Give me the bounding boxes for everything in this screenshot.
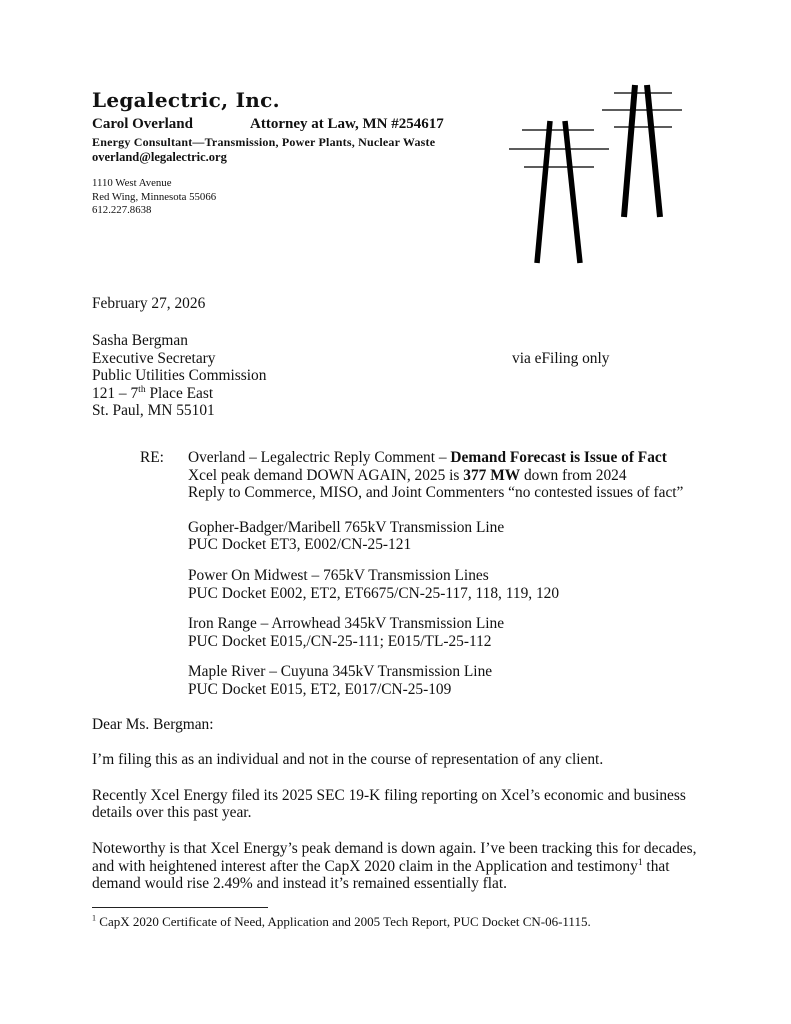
docket-number: PUC Docket E015,/CN-25-111; E015/TL-25-112 [188, 632, 492, 650]
docket-number: PUC Docket ET3, E002/CN-25-121 [188, 536, 412, 554]
attorney-title: Attorney at Law, MN #254617 [250, 116, 444, 132]
recipient-street [92, 385, 712, 403]
re-subject-2-pre: Xcel peak demand DOWN AGAIN, 2025 is [188, 466, 464, 484]
re-subject-2-bold: 377 MW [463, 466, 521, 484]
docket-project: Gopher-Badger/Maribell 765kV Transmission Line [188, 518, 505, 536]
docket-project: Iron Range – Arrowhead 345kV Transmission Line [188, 615, 505, 633]
docket-number: PUC Docket E015, ET2, E017/CN-25-109 [188, 681, 452, 698]
footnote-reference: 1 [637, 856, 643, 868]
address-city: Red Wing, Minnesota 55066 [92, 190, 217, 203]
re-content [188, 449, 712, 699]
docket-item [188, 519, 712, 554]
recipient-city: St. Paul, MN 55101 [92, 402, 215, 420]
efiling-note: via eFiling only [512, 349, 610, 367]
docket-item [188, 567, 712, 602]
docket-item [188, 615, 712, 650]
docket-list [188, 519, 712, 699]
re-subject-2-post: down from 2024 [520, 466, 627, 484]
ordinal-suffix: th [138, 383, 146, 395]
re-subject-1-normal: Overland – Legalectric Reply Comment – [188, 449, 451, 467]
footnote-separator [92, 907, 268, 908]
letterhead-email: overland@legalectric.org [92, 150, 227, 164]
footnote-number: 1 [92, 913, 97, 923]
company-name: Legalectric, Inc. [92, 88, 280, 112]
docket-number: PUC Docket E002, ET2, ET6675/CN-25-117, 118, 119, 120 [188, 584, 560, 602]
re-block [92, 449, 712, 699]
address-street: 1110 West Avenue [92, 177, 172, 189]
re-subject-line-1 [188, 449, 712, 467]
letter-date: February 27, 2026 [92, 294, 206, 312]
transmission-towers-icon [492, 72, 692, 268]
salutation: Dear Ms. Bergman: [92, 715, 214, 733]
recipient-name: Sasha Bergman [92, 332, 188, 350]
re-subject-line-2 [188, 467, 712, 485]
recipient-org: Public Utilities Commission [92, 367, 267, 385]
re-label: RE: [140, 449, 164, 467]
docket-project: Maple River – Cuyuna 345kV Transmission Line [188, 663, 493, 681]
re-subject-1-bold: Demand Forecast is Issue of Fact [450, 449, 667, 467]
paragraph-3-text-cont: that demand would rise 2.49% and instead it’s remained essentially flat. [92, 857, 670, 893]
re-subject-line-3: Reply to Commerce, MISO, and Joint Commenters “no contested issues of fact” [188, 484, 684, 502]
recipient-street-number: 121 – 7 [92, 384, 139, 402]
recipient-block [92, 332, 712, 420]
phone-number: 612.227.8638 [92, 204, 152, 216]
docket-item [188, 663, 712, 698]
recipient-street-name: Place East [145, 384, 214, 402]
recipient-title: Executive Secretary [92, 349, 216, 367]
docket-project: Power On Midwest – 765kV Transmission Lines [188, 567, 489, 585]
recipient-title-row [92, 350, 712, 368]
paragraph-3 [92, 840, 706, 893]
paragraph-1: I’m filing this as an individual and not in the course of representation of any client. [92, 751, 604, 769]
letterhead-tagline: Energy Consultant—Transmission, Power Plants, Nuclear Waste [92, 135, 436, 149]
footnote [92, 914, 706, 929]
attorney-name: Carol Overland [92, 116, 193, 132]
paragraph-3-text: Noteworthy is that Xcel Energy’s peak demand is down again. I’ve been tracking this for decades, and with heightened interest after the CapX 2020 claim in the Application and testimony [92, 839, 697, 875]
footnote-text: CapX 2020 Certificate of Need, Application and 2005 Tech Report, PUC Docket CN-06-1115. [96, 913, 591, 929]
paragraph-2: Recently Xcel Energy filed its 2025 SEC 19-K filing reporting on Xcel’s economic and business details over this past year. [92, 786, 686, 822]
